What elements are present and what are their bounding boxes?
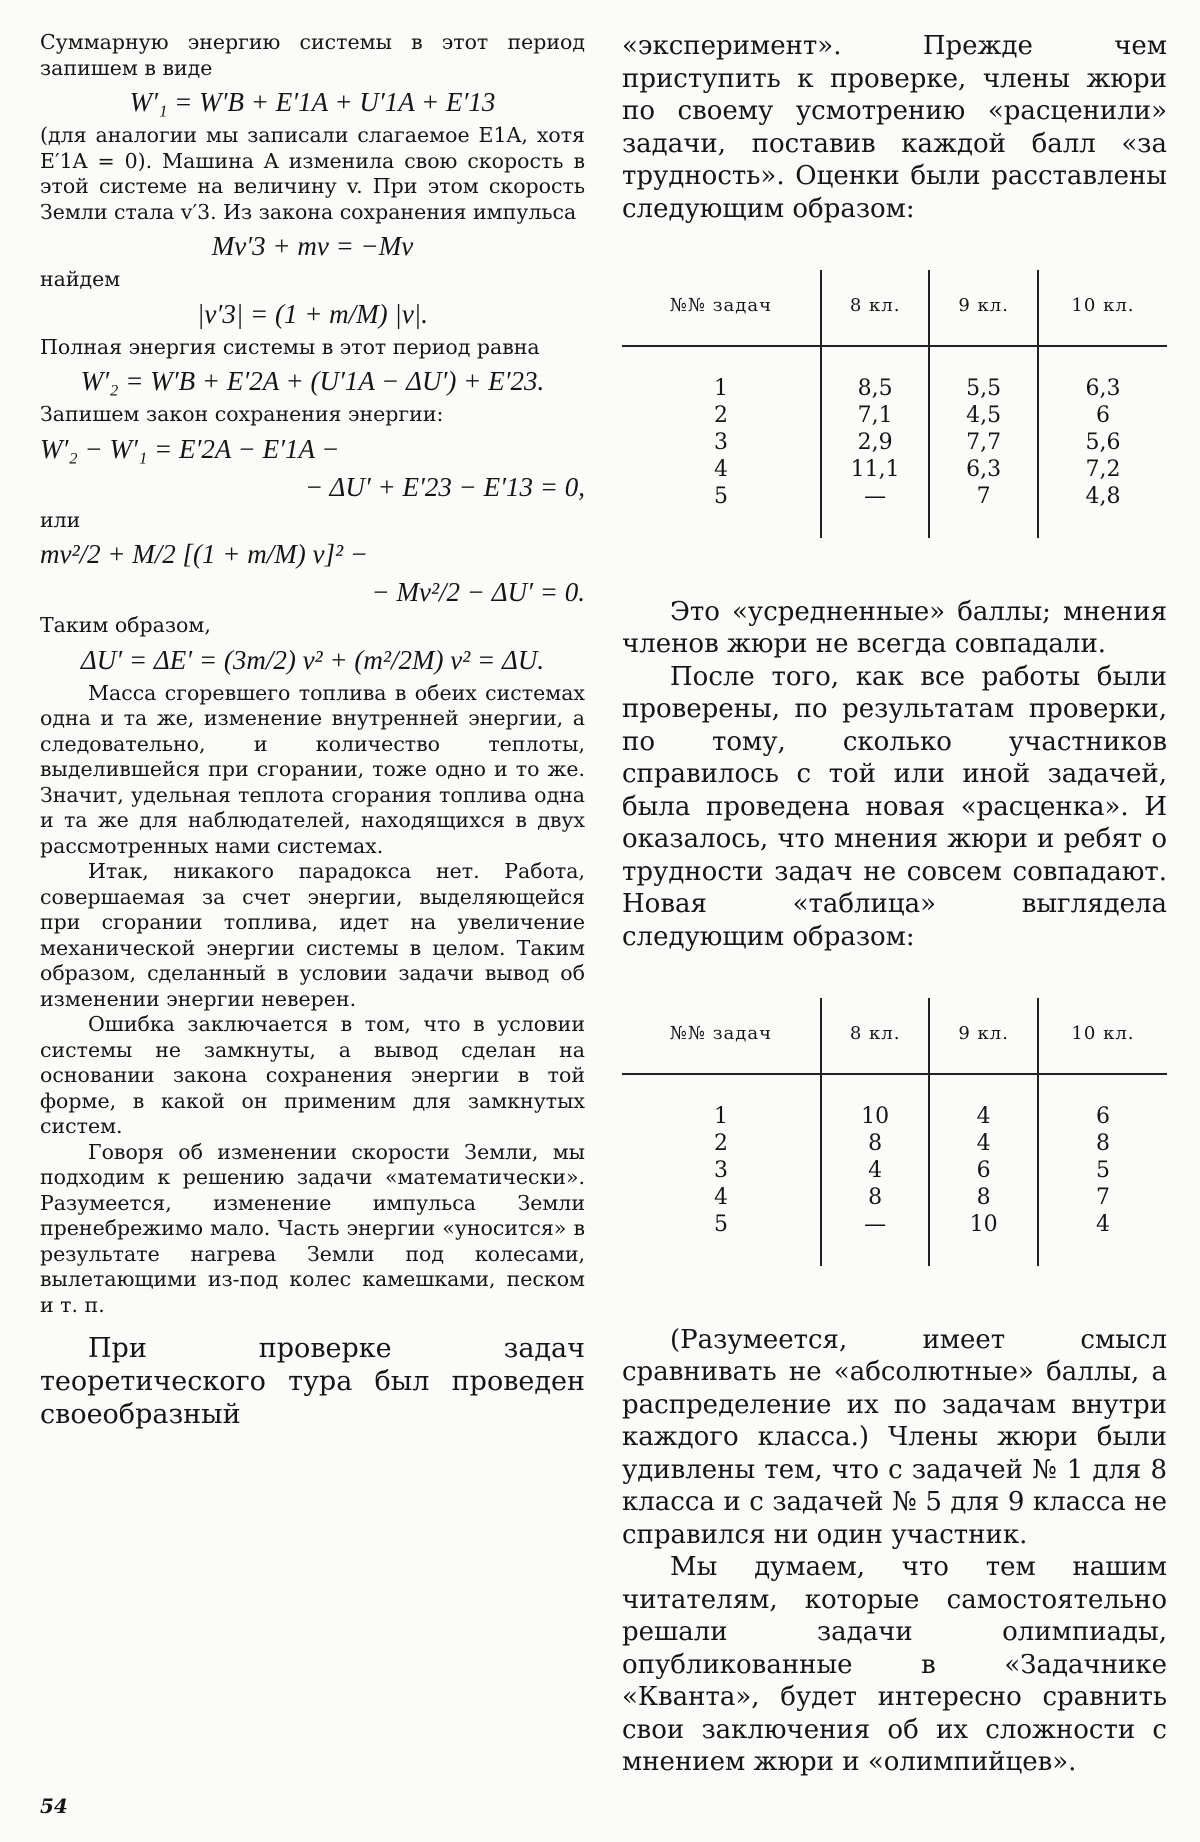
table-cell: 8,5 xyxy=(821,346,930,402)
paragraph: Ошибка заключается в том, что в условии системы не замкнуты, а вывод сделан на основании закона сохранения энергии в той форме, в какой он применим для замкнутых систем. xyxy=(40,1012,585,1138)
column-header: 9 кл. xyxy=(929,998,1038,1074)
table-row xyxy=(622,456,1167,483)
table-row xyxy=(622,1157,1167,1184)
label: или xyxy=(40,507,81,532)
equation: ΔU′ = ΔE′ = (3m/2) v² + (m²/2M) v² = ΔU. xyxy=(80,644,545,675)
table-cell: 1 xyxy=(713,1103,728,1129)
column-header: №№ задач xyxy=(622,998,821,1074)
equation: − Mv²/2 − ΔU′ = 0. xyxy=(371,577,585,607)
table-cell: 8 xyxy=(1038,1130,1167,1157)
equation: mv²/2 + M/2 [(1 + m/M) v]² − xyxy=(40,539,369,569)
table-cell: 4,5 xyxy=(929,402,1038,429)
equation: W′₂ − W′₁ = E′2A − E′1A − xyxy=(40,433,340,464)
table-cell: 8 xyxy=(929,1184,1038,1211)
column-header: 10 кл. xyxy=(1038,998,1167,1074)
paragraph: (Разумеется, имеет смысл сравнивать не «абсолютные» баллы, а распределение их по задачам внутри каждого класса.) Члены жюри были удивлены тем, что с задачей № 1 для 8 класса и с задачей № 5 для 9 класса не справился ни один участник. xyxy=(622,1324,1167,1550)
table-cell: 6 xyxy=(1038,402,1167,429)
table-cell: 2,9 xyxy=(821,429,930,456)
table-row xyxy=(622,1184,1167,1211)
label: Запишем закон сохранения энергии: xyxy=(40,402,444,426)
left-column xyxy=(40,30,585,1431)
table-cell: 6,3 xyxy=(929,456,1038,483)
table-cell: — xyxy=(821,483,930,538)
table-cell: 2 xyxy=(713,402,728,428)
paragraph: (для аналогии мы записали слагаемое E1A, хотя E′1A = 0). Машина A изменила свою скорость в этой системе на величину v. При этом скорость Земли стала v′3. Из закона сохранения импульса xyxy=(40,123,585,224)
column-header: 9 кл. xyxy=(929,270,1038,346)
table-cell: 4 xyxy=(713,1184,728,1210)
table-row xyxy=(622,1211,1167,1266)
table-cell: 3 xyxy=(713,429,728,455)
table-cell: 4 xyxy=(713,456,728,482)
table-row xyxy=(622,429,1167,456)
equation: W′₂ = W′B + E′2A + (U′1A − ΔU′) + E′23. xyxy=(80,366,545,396)
score-table-initial xyxy=(622,270,1167,538)
paragraph: Полная энергия системы в этот период равна xyxy=(40,334,540,359)
equation: W′₁ = W′B + E′1A + U′1A + E′13 xyxy=(129,87,496,117)
table-cell: 5 xyxy=(713,483,728,509)
equation: |v′3| = (1 + m/M) |v|. xyxy=(197,298,428,329)
equation: − ΔU′ + E′23 − E′13 = 0, xyxy=(305,471,585,502)
table-cell: — xyxy=(821,1211,930,1266)
table-cell: 7 xyxy=(929,483,1038,538)
table-cell: 11,1 xyxy=(821,456,930,483)
table-row xyxy=(622,1074,1167,1130)
table-cell: 3 xyxy=(713,1157,728,1183)
page-number: 54 xyxy=(40,1794,68,1818)
paragraph: Суммарную энергию системы в этот период запишем в виде xyxy=(40,30,585,80)
column-header: 8 кл. xyxy=(821,270,930,346)
table-cell: 7,1 xyxy=(821,402,930,429)
paragraph: «эксперимент». Прежде чем приступить к проверке, члены жюри по своему усмотрению «расценили» задачи, поставив каждой балл «за трудность». Оценки были расставлены следующим образом: xyxy=(622,31,1167,224)
paragraph: После того, как все работы были проверены, по результатам проверки, по тому, сколько участников справилось с той или иной задачей, была проведена новая «расценка». И оказалось, что мнения жюри и ребят о трудности задач не совсем совпадают. Новая «таблица» выглядела следующим образом: xyxy=(622,661,1167,952)
table-cell: 8 xyxy=(821,1184,930,1211)
table-cell: 5,5 xyxy=(929,346,1038,402)
paragraph: Мы думаем, что тем нашим читателям, которые самостоятельно решали задачи олимпиады, опубликованные в «Задачнике «Кванта», будет интересно сравнить свои заключения об их сложности с мнением жюри и «олимпийцев». xyxy=(622,1552,1167,1777)
table-cell: 7 xyxy=(1038,1184,1167,1211)
column-header: 8 кл. xyxy=(821,998,930,1074)
label: Таким образом, xyxy=(40,613,211,637)
table-row xyxy=(622,1130,1167,1157)
paragraph: Итак, никакого парадокса нет. Работа, совершаемая за счет энергии, выделяющейся при сгорании топлива, идет на увеличение механической энергии системы в целом. Таким образом, сделанный в условии задачи вывод об изменении энергии неверен. xyxy=(40,859,585,1011)
label: найдем xyxy=(40,267,121,291)
table-cell: 7,7 xyxy=(929,429,1038,456)
table-cell: 8 xyxy=(821,1130,930,1157)
table-cell: 6 xyxy=(929,1157,1038,1184)
paragraph: Это «усредненные» баллы; мнения членов жюри не всегда совпадали. xyxy=(622,596,1167,659)
paragraph: Масса сгоревшего топлива в обеих системах одна и та же, изменение внутренней энергии, а следовательно, и количество теплоты, выделившейся при сгорании, тоже одно и то же. Значит, удельная теплота сгорания топлива одна и та же для наблюдателей, находящихся в двух рассмотренных нами системах. xyxy=(40,680,585,858)
table-cell: 4 xyxy=(929,1130,1038,1157)
equation: Mv′3 + mv = −Mv xyxy=(211,231,414,261)
table-cell: 4,8 xyxy=(1038,483,1167,538)
table-cell: 4 xyxy=(821,1157,930,1184)
table-cell: 2 xyxy=(713,1130,728,1156)
table-header-row xyxy=(622,270,1167,346)
table-cell: 5 xyxy=(1038,1157,1167,1184)
table-cell: 5 xyxy=(713,1211,728,1237)
table-cell: 6,3 xyxy=(1038,346,1167,402)
table-cell: 1 xyxy=(713,375,728,401)
table-row xyxy=(622,402,1167,429)
table-cell: 6 xyxy=(1038,1074,1167,1130)
table-cell: 7,2 xyxy=(1038,456,1167,483)
column-header: 10 кл. xyxy=(1038,270,1167,346)
table-row xyxy=(622,346,1167,402)
score-table-revised xyxy=(622,998,1167,1266)
table-cell: 5,6 xyxy=(1038,429,1167,456)
table-row xyxy=(622,483,1167,538)
paragraph: Говоря об изменении скорости Земли, мы подходим к решению задачи «математически». Разумеется, изменение импульса Земли пренебрежимо мало. Часть энергии «уносится» в результате нагрева Земли под колесами, вылетающими из-под колес камешками, песком и т. п. xyxy=(40,1139,585,1317)
column-header: №№ задач xyxy=(622,270,821,346)
table-header-row xyxy=(622,998,1167,1074)
table-cell: 10 xyxy=(821,1074,930,1130)
table-cell: 10 xyxy=(929,1211,1038,1266)
right-column xyxy=(622,30,1167,1779)
paragraph: При проверке задач теоретического тура был проведен своеобразный xyxy=(40,1333,585,1430)
table-cell: 4 xyxy=(1038,1211,1167,1266)
table-cell: 4 xyxy=(929,1074,1038,1130)
